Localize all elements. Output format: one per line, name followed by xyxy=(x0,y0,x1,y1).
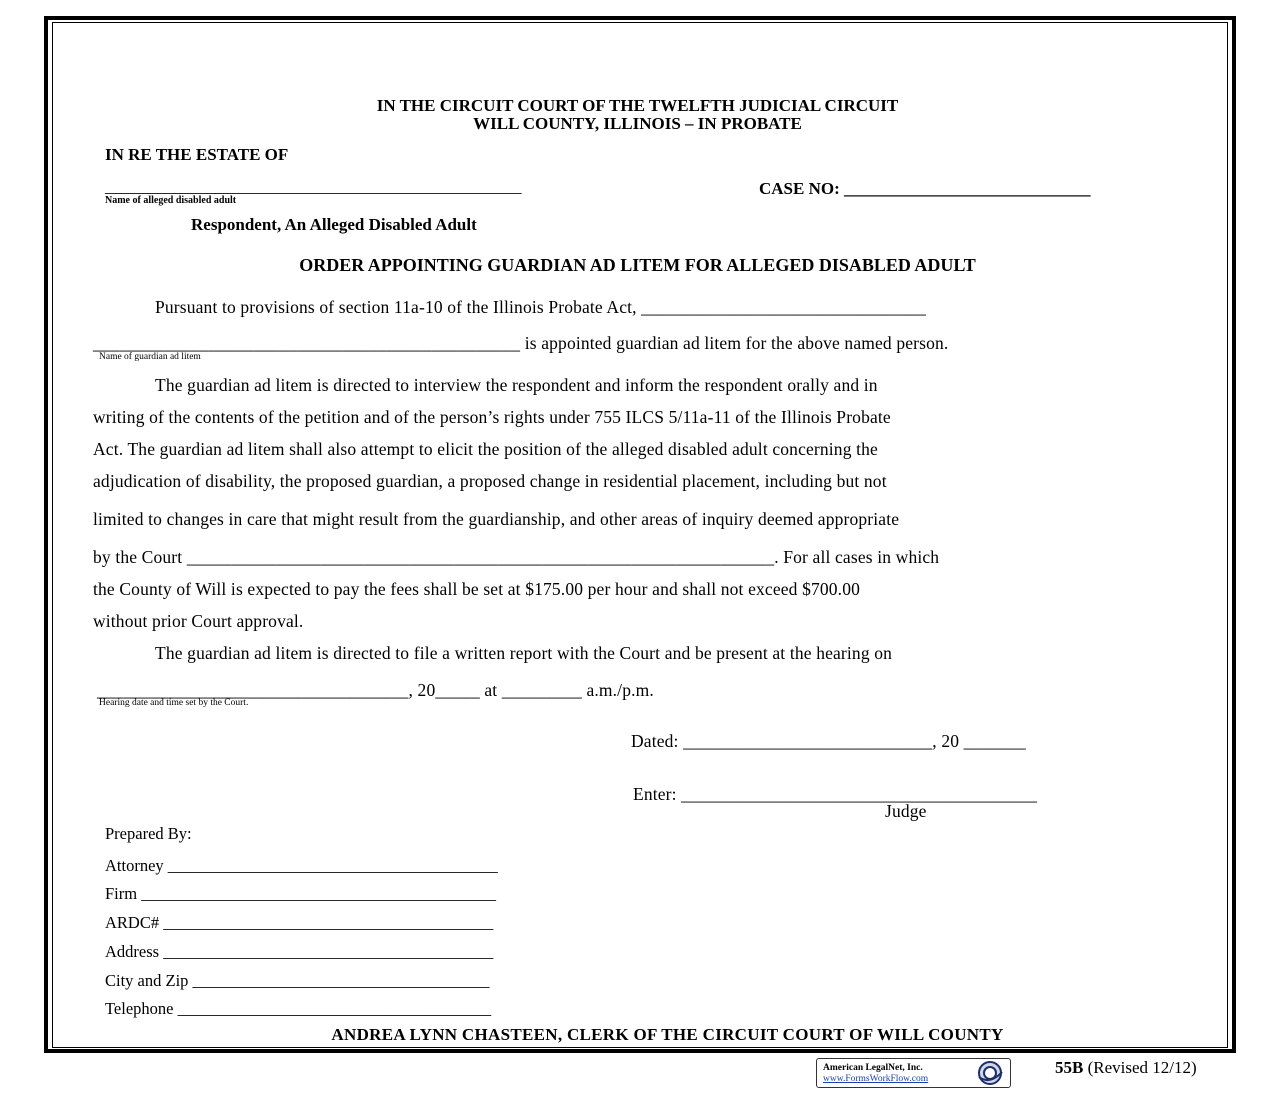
court-heading-line1: IN THE CIRCUIT COURT OF THE TWELFTH JUDICIAL CIRCUIT xyxy=(376,96,899,115)
estate-of-label: IN RE THE ESTATE OF xyxy=(105,145,289,164)
judge-label: Judge xyxy=(885,801,927,821)
form-revision: (Revised 12/12) xyxy=(1087,1058,1197,1077)
telephone-field[interactable]: Telephone ______________________________________ xyxy=(105,999,492,1018)
court-heading-line2: WILL COUNTY, ILLINOIS – IN PROBATE xyxy=(473,114,802,133)
hearing-date-field[interactable]: ___________________________________, 20_____ at _________ a.m./p.m. xyxy=(97,680,654,700)
guardian-name-label: Name of guardian ad litem xyxy=(99,352,201,362)
directive-line-6[interactable]: by the Court __________________________________________________________________. For all cases in which xyxy=(93,547,940,567)
attorney-field[interactable]: Attorney ________________________________________ xyxy=(105,856,498,875)
clerk-footer: ANDREA LYNN CHASTEEN, CLERK OF THE CIRCUIT COURT OF WILL COUNTY xyxy=(331,1025,1004,1044)
form-number-code: 55B xyxy=(1055,1058,1084,1077)
city-zip-field[interactable]: City and Zip ____________________________________ xyxy=(105,971,490,990)
respondent-label: Respondent, An Alleged Disabled Adult xyxy=(191,215,477,234)
address-field[interactable]: Address ________________________________________ xyxy=(105,942,494,961)
hearing-date-label: Hearing date and time set by the Court. xyxy=(99,698,249,708)
logo-company-name: American LegalNet, Inc. xyxy=(823,1063,923,1073)
order-title: ORDER APPOINTING GUARDIAN AD LITEM FOR ALLEGED DISABLED ADULT xyxy=(299,255,976,275)
respondent-name-label: Name of alleged disabled adult xyxy=(105,195,237,206)
american-legalnet-logo[interactable] xyxy=(816,1058,1011,1088)
globe-icon xyxy=(973,1060,1007,1086)
case-number-field[interactable]: CASE NO: _____________________________ xyxy=(759,179,1091,198)
logo-url-link[interactable]: www.FormsWorkFlow.com xyxy=(823,1074,929,1084)
appointment-line-2[interactable]: ________________________________________________ is appointed guardian ad litem for the above named person. xyxy=(93,333,949,353)
directive-line-5: limited to changes in care that might result from the guardianship, and other areas of inquiry deemed appropriate xyxy=(93,509,900,529)
judge-signature-field[interactable]: Enter: ________________________________________ xyxy=(633,784,1038,804)
directive-line-8: without prior Court approval. xyxy=(93,611,304,631)
dated-field[interactable]: Dated: ____________________________, 20 _______ xyxy=(631,731,1026,751)
firm-field[interactable]: Firm ___________________________________________ xyxy=(105,884,496,903)
directive-line-3: Act. The guardian ad litem shall also attempt to elicit the position of the alleged disabled adult concerning the xyxy=(93,439,878,459)
directive-line-1: The guardian ad litem is directed to interview the respondent and inform the respondent orally and in xyxy=(155,375,878,395)
report-line-1: The guardian ad litem is directed to file a written report with the Court and be present at the hearing on xyxy=(155,643,893,663)
ardc-field[interactable]: ARDC# ________________________________________ xyxy=(105,913,494,932)
appointment-line-1[interactable]: Pursuant to provisions of section 11a-10 of the Illinois Probate Act, ________________________________ xyxy=(155,297,926,317)
respondent-name-field[interactable]: _________________________________________________ xyxy=(105,177,522,196)
prepared-by-heading: Prepared By: xyxy=(105,824,192,843)
directive-line-7: the County of Will is expected to pay the fees shall be set at $175.00 per hour and shall not exceed $700.00 xyxy=(93,579,860,599)
form-number xyxy=(1055,1058,1197,1078)
directive-line-4: adjudication of disability, the proposed guardian, a proposed change in residential placement, including but not xyxy=(93,471,887,491)
directive-line-2: writing of the contents of the petition and of the person’s rights under 755 ILCS 5/11a-11 of the Illinois Probate xyxy=(93,407,891,427)
